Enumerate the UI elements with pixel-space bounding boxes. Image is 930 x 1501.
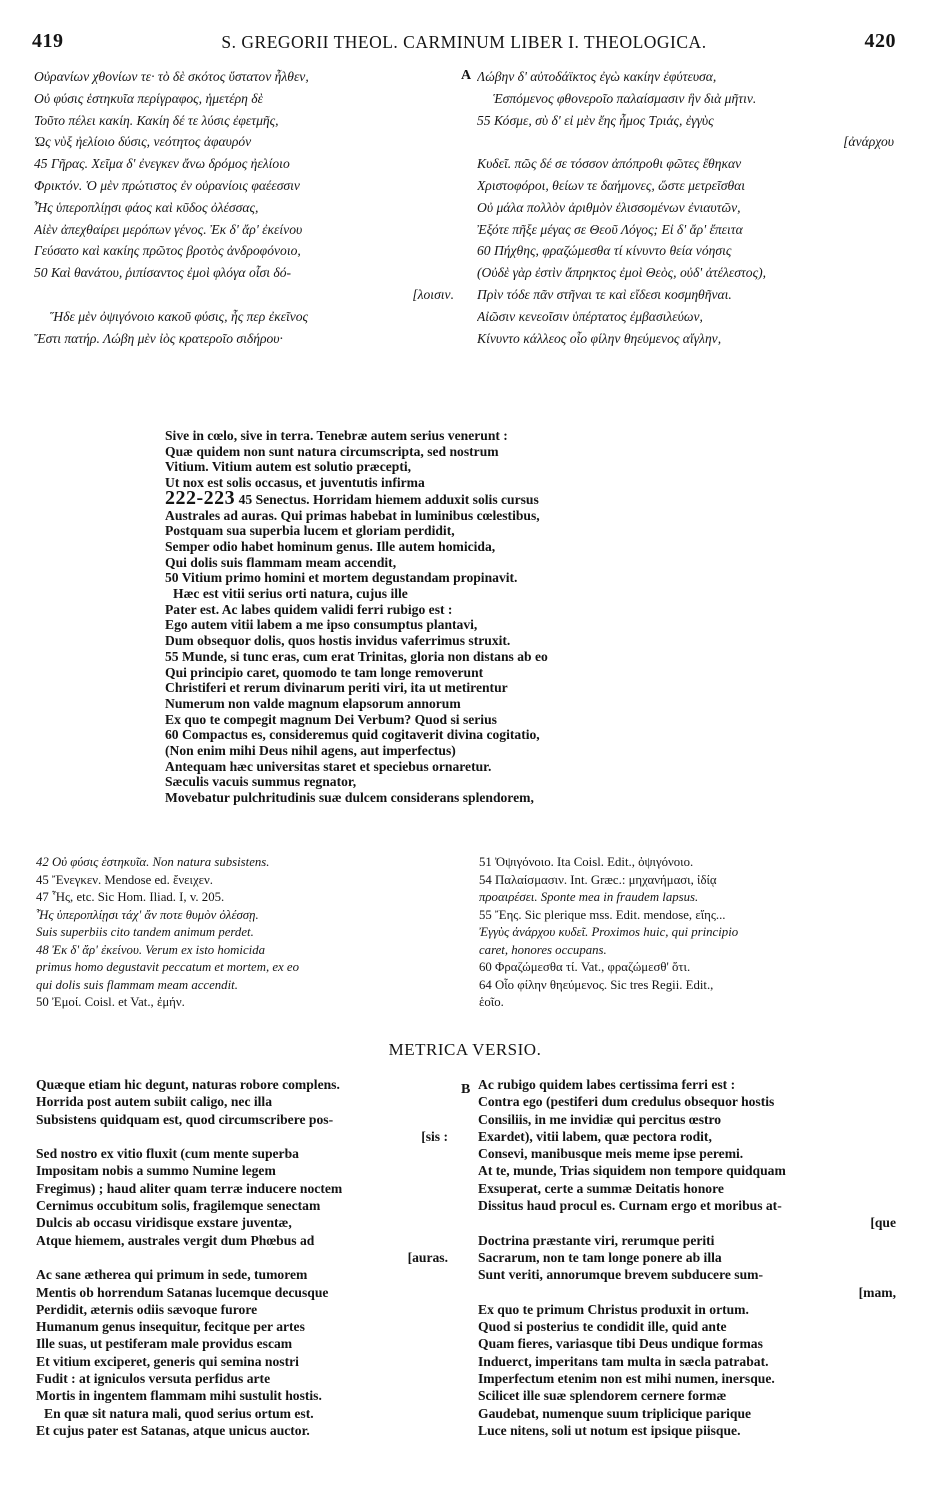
verse-line: Ac rubigo quidem labes certissima ferri est : [478,1077,736,1092]
verse-line: Ille suas, ut pestiferam male providus escam [36,1336,293,1352]
running-title: S. GREGORII THEOL. CARMINUM LIBER I. THEOLOGICA. [221,32,707,52]
verse-line: Ex quo te primum Christus produxit in ortum. [478,1301,749,1317]
footnote-line: προαιρέσει. Sponte mea in fraudem lapsus. [479,890,699,904]
latin-line: Sæculis vacuis summus regnator, [165,774,357,790]
verse-line: Quæque etiam hic degunt, naturas robore complens. [36,1077,340,1092]
greek-line: Αἰῶσιν κενεοῖσιν ὑπέρτατος ἐμβασιλεύων, [477,308,703,324]
footnote-line: 42 Οὐ φύσις ἑστηκυῖα. Non natura subsistens. [36,855,270,869]
footnote-line: qui dolis suis flammam meam accendit. [36,977,238,992]
greek-line: Ἑσπόμενος φθονεροῖο παλαίσμασιν ἣν διὰ μῆτιν. [493,90,757,106]
page-number-left: 419 [32,30,64,52]
footnote-line: caret, honores occupans. [479,942,607,957]
greek-line: Ὡς νὺξ ἠελίοιο δύσις, νεότητος ἀφαυρόν [34,134,252,150]
latin-line: Numerum non valde magnum elapsorum annorum [165,695,461,711]
footnote-line: 45 Ἔνεγκεν. Mendose ed. ἔνειχεν. [36,872,213,887]
footnote-line: 50 Ἐμοί. Coisl. et Vat., ἐμήν. [36,995,185,1009]
metrical-version-right-column [478,1076,904,1439]
latin-line: 60 Compactus es, consideremus quid cogitaverit divina cogitatio, [165,727,540,743]
latin-line: Movebatur pulchritudinis suæ dulcem considerans splendorem, [165,790,534,806]
footnote-line: 55 Ἔης. Sic plerique mss. Edit. mendose, εἴης... [479,907,726,922]
verse-line: Induerct, imperitans tam multa in sæcla patrabat. [478,1353,769,1369]
footnote-line: 47 Ἧς, etc. Sic Hom. Iliad. I, v. 205. [36,890,225,904]
greek-line: Κυδεῖ. πῶς δέ σε τόσσον ἀπόπροθι φῶτες ἔθηκαν [477,156,742,172]
latin-line: Qui principio caret, quomodo te tam longe removerunt [165,664,484,680]
latin-line: Pater est. Ac labes quidem validi ferri rubigo est : [165,601,453,617]
footnote-line: Suis superbiis cito tandem animum perdet. [36,925,254,939]
latin-line: Hæc est vitii serius orti natura, cujus ille [173,586,408,602]
greek-line-continuation: [λοισιν. [412,286,454,302]
verse-line: Consiliis, in me invidiæ qui percitus œstro [478,1111,722,1127]
greek-line: Γεύσατο καὶ κακίης πρῶτος βροτὸς ἀνδροφόνοιο, [34,243,301,259]
verse-line: Mortis in ingentem flammam mihi sustulit hostis. [36,1388,322,1404]
verse-line: At te, munde, Trias siquidem non tempore quidquam [478,1163,786,1179]
greek-line: Φρικτόν. Ὁ μὲν πρώτιστος ἐν οὐρανίοις φαέεσσιν [34,177,300,193]
greek-line: Λώβην δ' αὐτοδάϊκτος ἐγὼ κακίην ἐφύτευσα, [477,69,717,84]
greek-line: Ἥδε μὲν ὀψιγόνοιο κακοῦ φύσις, ἧς περ ἐκεῖνος [50,308,309,324]
latin-line: Ego autem vitii labem a me ipso consumptus plantavi, [165,617,478,633]
verse-line: Et vitium exciperet, generis qui semina nostri [36,1353,299,1369]
verse-line: Quod si posterius te condidit ille, quid ante [478,1319,727,1335]
verse-line: Gaudebat, numenque suum triplicique parique [478,1405,752,1421]
greek-line: Οὐ φύσις ἑστηκυῖα περίγραφος, ἡμετέρη δὲ [34,90,263,106]
verse-line: Sed nostro ex vitio fluxit (cum mente superba [36,1146,299,1162]
verse-line: Horrida post autem subiit caligo, nec illa [36,1094,272,1110]
verse-line: Luce nitens, soli ut notum est ipsique piisque. [478,1422,741,1438]
latin-line: 50 Vitium primo homini et mortem degustandam propinavit. [165,570,518,586]
greek-line: Οὐ μάλα πολλὸν ἀριθμὸν ἑλισσομένων ἐνιαυτῶν, [477,199,741,215]
column-marker-b: B [461,1082,471,1097]
verse-line: En quæ sit natura mali, quod serius ortum est. [44,1405,314,1421]
latin-line: Postquam sua superbia lucem et gloriam perdidit, [165,523,455,539]
footnote-line: 60 Φραζώμεσθα τί. Vat., φραζώμεσθ' ὅτι. [479,960,691,974]
verse-line: Impositam nobis a summo Numine legem [36,1163,276,1179]
latin-line: Semper odio habet hominum genus. Ille autem homicida, [165,538,496,554]
page-number-right: 420 [864,30,896,52]
footnotes-right-column [479,854,899,1012]
verse-line-continuation: [que [870,1215,896,1231]
footnote-line: Ἧς ὑπεροπλίῃσι τάχ' ἄν ποτε θυμὸν ὀλέσσῃ. [36,907,259,922]
latin-line: Ex quo te compegit magnum Dei Verbum? Quod si serius [165,711,497,727]
verse-line: Scilicet ille suæ splendorem cernere formæ [478,1388,727,1404]
greek-line: 55 Κόσμε, σὺ δ' εἰ μὲν ἔης ἦμος Τριάς, ἐγγὺς [477,112,714,128]
greek-text-left-column [34,66,462,349]
greek-line: Ἧς ὑπεροπλίῃσι φάος καὶ κῦδος ὀλέσσας, [34,199,259,215]
greek-line: Τοῦτο πέλει κακίη. Κακίη δέ τε λύσις ἐφετμῆς, [34,112,279,128]
greek-line: Κίνυντο κάλλεος οἷο φίλην θηεύμενος αἴγλην, [477,330,722,346]
verse-line: Fudit : at igniculos versuta perfidus arte [36,1371,271,1387]
verse-line: Exsuperat, certe a summæ Deitatis honore [478,1180,724,1196]
latin-line: Vitium. Vitium autem est solutio præcepti, [165,459,412,475]
latin-line: Dum obsequor dolis, quos hostis invidus vaferrimus struxit. [165,633,511,649]
verse-line: Contra ego (pestiferi dum credulus obsequor hostis [478,1094,775,1110]
latin-line: Sive in cœlo, sive in terra. Tenebræ autem serius venerunt : [165,428,508,443]
latin-line: Antequam hæc universitas staret et speciebus ornaretur. [165,758,492,774]
verse-line: Consevi, manibusque meis meme ipse peremi. [478,1146,744,1162]
latin-line-with-column-number [165,491,725,508]
metrical-version-left-column [36,1076,456,1439]
verse-line: Sacrarum, non te tam longe ponere ab illa [478,1249,722,1265]
column-number-ref: 222-223 [165,490,236,508]
greek-line: Χριστοφόροι, θείων τε δαήμονες, ὥστε μετρεῖσθαι [477,177,746,193]
latin-line-text: 45 Senectus. Horridam hiemem adduxit solis cursus [238,491,539,507]
footnote-line: ἑοῖο. [479,995,504,1009]
latin-line: 55 Munde, si tunc eras, cum erat Trinitas, gloria non distans ab eo [165,648,548,664]
verse-line: Subsistens quidquam est, quod circumscribere pos- [36,1111,334,1127]
latin-line: Ut nox est solis occasus, et juventutis infirma [165,475,425,491]
greek-line: Οὐρανίων χθονίων τε· τὸ δὲ σκότος ὕστατον ἦλθεν, [34,69,309,84]
footnote-line: 54 Παλαίσμασιν. Int. Græc.: μηχανήμασι, ἰδίᾳ [479,872,717,887]
verse-line: Et cujus pater est Satanas, atque unicus auctor. [36,1422,310,1438]
latin-line: (Non enim mihi Deus nihil agens, aut imperfectus) [165,743,456,759]
footnote-line: Ἐγγὺς ἀνάρχου κυδεῖ. Proximos huic, qui principio [479,925,739,939]
latin-line: Quæ quidem non sunt natura circumscripta, sed nostrum [165,443,499,459]
footnote-line: 51 Ὀψιγόνοιο. Ita Coisl. Edit., ὀψιγόνοιο. [479,855,694,869]
verse-line-continuation: [auras. [407,1249,448,1265]
section-title: METRICA VERSIO. [388,1040,542,1059]
verse-line: Atque hiemem, australes vergit dum Phœbus ad [36,1232,315,1248]
latin-line: Australes ad auras. Qui primas habebat in luminibus cœlestibus, [165,507,540,523]
footnotes-left-column [36,854,454,1012]
greek-line: (Οὐδὲ γὰρ ἐστὶν ἄπρηκτος ἐμοὶ Θεὸς, οὐδ' ἀτέλεστος), [477,265,767,281]
greek-line: Ἔστι πατήρ. Λώβη μὲν ἰὸς κρατεροῖο σιδήρου· [34,330,283,346]
verse-line: Ac sane æthereа qui primum in sede, tumorem [36,1267,308,1283]
greek-line: Αἰὲν ἀπεχθαίρει μερόπων γένος. Ἐκ δ' ἄρ' ἐκείνου [34,221,303,237]
greek-line-continuation: [ἀνάρχου [843,134,894,150]
running-header [32,30,896,58]
greek-line: 50 Καὶ θανάτου, ῥιπίσαντος ἐμοὶ φλόγα οἶσι δό- [34,265,292,281]
footnote-line: primus homo degustavit peccatum et mortem, ex eo [36,960,299,974]
greek-text-right-column [477,66,902,349]
footnote-line: 48 Ἐκ δ' ἄρ' ἐκείνου. Verum ex isto homicida [36,942,265,957]
verse-line: Perdidit, æternis odiis sævoque furore [36,1301,258,1317]
verse-line-continuation: [mam, [858,1284,896,1300]
verse-line: Dulcis ab occasu viridisque exstare juventæ, [36,1215,292,1231]
verse-line: Fregimus) ; haud aliter quam terræ inducere noctem [36,1180,343,1196]
verse-line: Cernimus occubitum solis, fragilemque senectam [36,1198,321,1214]
greek-line: Πρὶν τόδε πᾶν στῆναι τε καὶ εἴδεσι κοσμηθῆναι. [477,286,732,302]
verse-line: Mentis ob horrendum Satanas lucemque decusque [36,1284,329,1300]
verse-line: Dissitus haud procul es. Curnam ergo et moribus at- [478,1198,782,1214]
greek-line: Ἐξότε πῆξε μέγας σε Θεοῦ Λόγος; Εἰ δ' ἄρ' ἔπειτα [477,221,743,237]
verse-line-continuation: [sis : [421,1128,448,1144]
verse-line: Humanum genus insequitur, fecitque per artes [36,1319,305,1335]
latin-line: Christiferi et rerum divinarum periti viri, ita ut metirentur [165,680,508,696]
verse-line: Quam fieres, variasque tibi Deus undique formas [478,1336,763,1352]
column-marker-a: A [461,68,472,83]
footnote-line: 64 Οἷο φίλην θηεύμενος. Sic tres Regii. Edit., [479,977,714,992]
greek-line: 60 Πήχθης, φραζώμεσθα τί κίνυντο θεία νόησις [477,243,732,259]
latin-translation [165,428,725,806]
verse-line: Doctrina præstante viri, rerumque periti [478,1232,715,1248]
verse-line: Sunt veriti, annorumque brevem subducere sum- [478,1267,763,1283]
verse-line: Imperfectum etenim non est mihi numen, inersque. [478,1371,775,1387]
latin-line: Qui dolis suis flammam meam accendit, [165,554,397,570]
verse-line: Exardet), vitii labem, quæ pectora rodit, [478,1128,712,1144]
greek-line: 45 Γῆρας. Χεῖμα δ' ἐνεγκεν ἄνω δρόμος ἠελίοιο [34,156,290,172]
